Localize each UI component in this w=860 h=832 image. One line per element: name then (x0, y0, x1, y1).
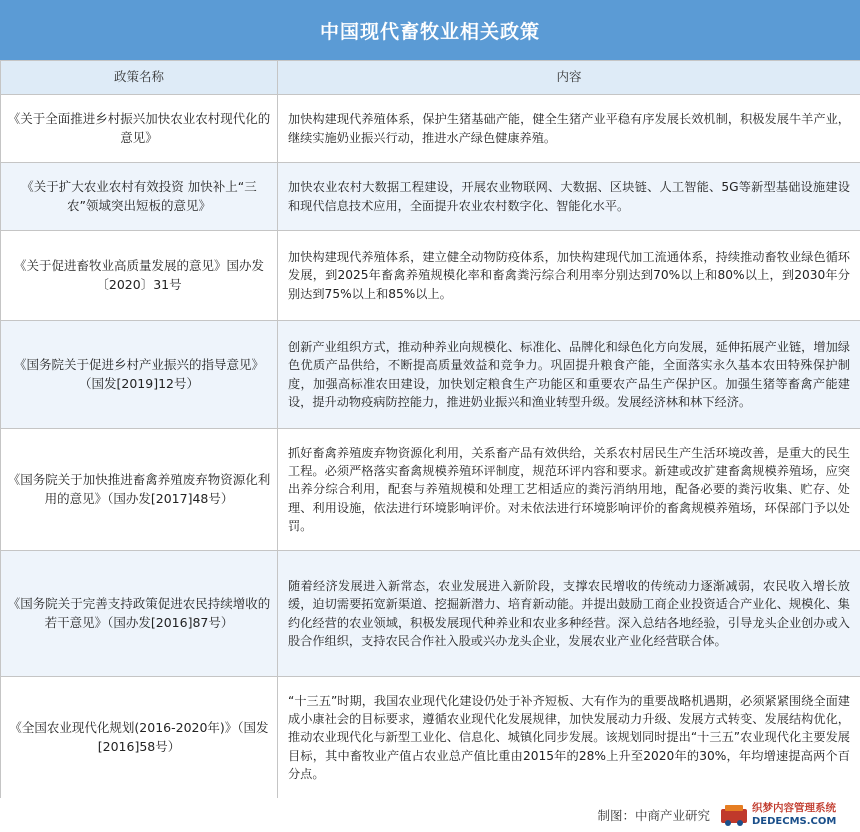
source-credit: 制图：中商产业研究 (597, 808, 710, 823)
footer (0, 798, 860, 832)
policy-name: 《国务院关于完善支持政策促进农民持续增收的若干意见》（国办发[2016]87号） (1, 551, 278, 677)
policy-content: 创新产业组织方式，推动种养业向规模化、标准化、品牌化和绿色化方向发展，延伸拓展产业链，增加绿色优质产品供给，不断提高质量效益和竞争力。巩固提升粮食产能，全面落实永久基本农田特殊保护制度，加强高标准农田建设，加快划定粮食生产功能区和重要农产品生产保护区。加强生猪等畜禽产能建设，提升动物疫病防控能力，推进奶业振兴和渔业转型升级。发展经济林和林下经济。 (278, 321, 860, 429)
table-row (1, 677, 860, 799)
policy-name: 《关于全面推进乡村振兴加快农业农村现代化的意见》 (1, 95, 278, 163)
table-row (1, 551, 860, 677)
policy-content: 随着经济发展进入新常态，农业发展进入新阶段，支撑农民增收的传统动力逐渐减弱，农民收入增长放缓，迫切需要拓宽新渠道、挖掘新潜力、培育新动能。并提出鼓励工商企业投资适合产业化、规模化、集约化经营的农业领域，积极发展现代种养业和农业多种经营。深入总结各地经验，引导龙头企业创办或入股合作组织，支持农民合作社入股或兴办龙头企业，发展农业产业化经营联合体。 (278, 551, 860, 677)
table-row (1, 163, 860, 231)
policy-content: 抓好畜禽养殖废弃物资源化利用，关系畜产品有效供给，关系农村居民生产生活环境改善，是重大的民生工程。必须严格落实畜禽规模养殖环评制度，规范环评内容和要求。新建或改扩建畜禽规模养殖场，应突出养分综合利用，配套与养殖规模和处理工艺相适应的粪污消纳用地，配备必要的粪污收集、贮存、处理、利用设施，依法进行环境影响评价。对未依法进行环境影响评价的畜禽规模养殖场，环保部门予以处罚。 (278, 429, 860, 551)
policy-name: 《国务院关于加快推进畜禽养殖废弃物资源化利用的意见》（国办发[2017]48号） (1, 429, 278, 551)
dedecms-watermark (752, 801, 856, 829)
header-policy-name: 政策名称 (1, 61, 278, 95)
policy-name: 《全国农业现代化规划(2016-2020年)》（国发[2016]58号） (1, 677, 278, 799)
policy-name: 《国务院关于促进乡村产业振兴的指导意见》（国发[2019]12号） (1, 321, 278, 429)
header-content: 内容 (278, 61, 860, 95)
policy-content: “十三五”时期，我国农业现代化建设仍处于补齐短板、大有作为的重要战略机遇期，必须紧紧围绕全面建成小康社会的目标要求，遵循农业现代化发展规律，加快发展动力升级、发展方式转变、发展结构优化，推动农业现代化与新型工业化、信息化、城镇化同步发展。该规划同时提出“十三五”农业现代化主要发展目标，其中畜牧业产值占农业总产值比重由2015年的28%上升至2020年的30%，年均增速提高两个百分点。 (278, 677, 860, 799)
dedecms-logo-icon (718, 802, 750, 828)
policy-name: 《关于促进畜牧业高质量发展的意见》国办发〔2020〕31号 (1, 231, 278, 321)
table-header-row (1, 61, 860, 95)
policy-name: 《关于扩大农业农村有效投资 加快补上“三农”领域突出短板的意见》 (1, 163, 278, 231)
page-title: 中国现代畜牧业相关政策 (0, 0, 860, 60)
table-row (1, 429, 860, 551)
table-row (1, 321, 860, 429)
policy-table (0, 60, 860, 799)
policy-content: 加快农业农村大数据工程建设，开展农业物联网、大数据、区块链、人工智能、5G等新型基础设施建设和现代信息技术应用，全面提升农业农村数字化、智能化水平。 (278, 163, 860, 231)
policy-content: 加快构建现代养殖体系，保护生猪基础产能，健全生猪产业平稳有序发展长效机制，积极发展牛羊产业，继续实施奶业振兴行动，推进水产绿色健康养殖。 (278, 95, 860, 163)
table-row (1, 95, 860, 163)
watermark-line2: DEDECMS.COM (752, 816, 837, 827)
table-row (1, 231, 860, 321)
watermark-line1: 织梦内容管理系统 (752, 802, 836, 814)
policy-content: 加快构建现代养殖体系，建立健全动物防疫体系，加快构建现代加工流通体系，持续推动畜牧业绿色循环发展，到2025年畜禽养殖规模化率和畜禽粪污综合利用率分别达到70%以上和80%以上，到2030年分别达到75%以上和85%以上。 (278, 231, 860, 321)
